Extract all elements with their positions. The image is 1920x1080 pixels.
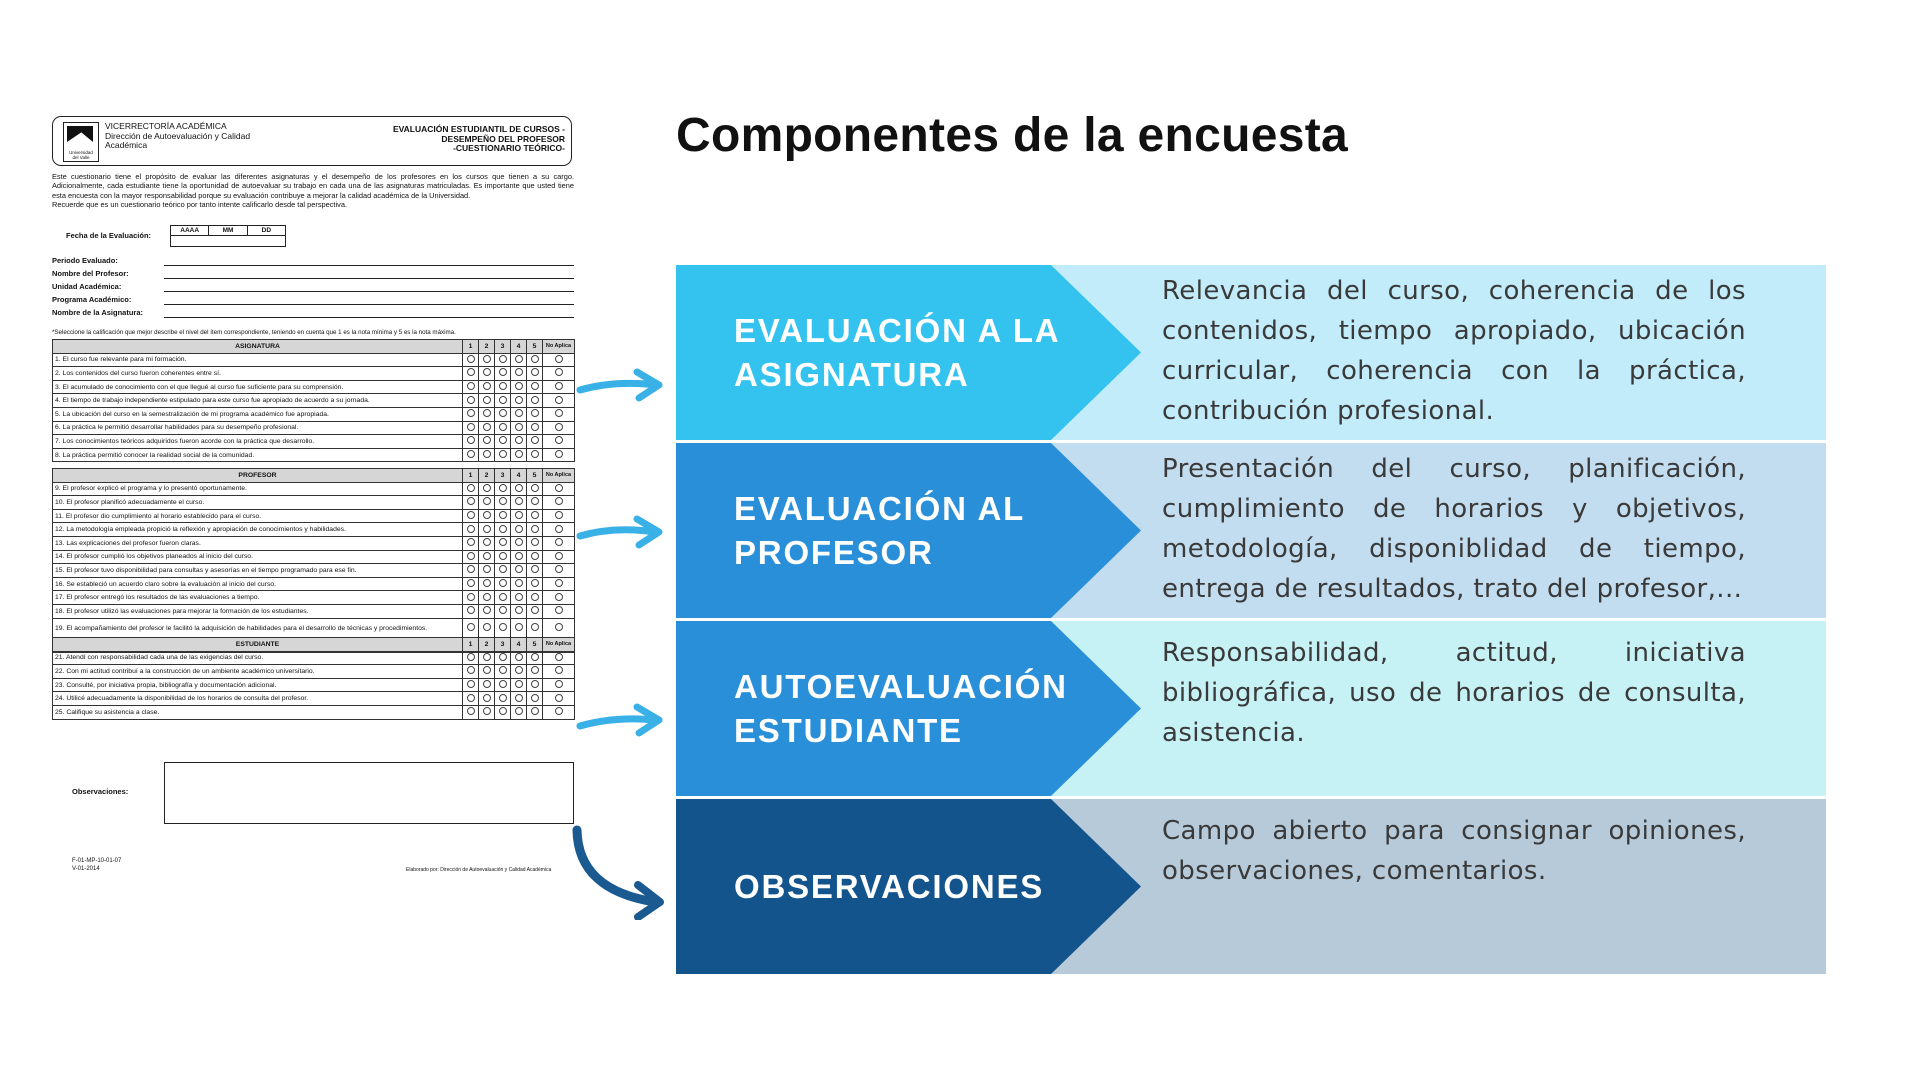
radio-circle-icon [483,623,491,631]
radio-circle-icon [555,552,563,560]
component-autoevaluacion [676,621,1826,796]
table-row: 5. La ubicación del curso en la semestralización de mi programa académico fue apropiada. [53,407,575,421]
arrow-curved-icon [560,820,680,920]
radio-circle-icon [555,525,563,533]
observaciones-label: Observaciones: [72,787,129,796]
table-row: 8. La práctica permitió conocer la realidad social de la comunidad. [53,448,575,462]
radio-circle-icon [531,606,539,614]
radio-circle-icon [515,436,523,444]
component-description: Responsabilidad, actitud, iniciativa bibliográfica, uso de horarios de consulta, asistencia. [1162,638,1746,748]
radio-circle-icon [531,450,539,458]
radio-circle-icon [515,511,523,519]
table-row: 18. El profesor utilizó las evaluaciones para mejorar la formación de los estudiantes. [53,604,575,618]
radio-circle-icon [483,579,491,587]
table-row: 22. Con mi actitud contribuí a la construcción de un ambiente académico universitario. [53,665,575,679]
component-label: AUTOEVALUACIÓN ESTUDIANTE [734,667,1068,749]
radio-circle-icon [483,382,491,390]
radio-circle-icon [499,423,507,431]
radio-circle-icon [467,368,475,376]
radio-circle-icon [531,525,539,533]
radio-circle-icon [555,666,563,674]
radio-circle-icon [555,707,563,715]
radio-circle-icon [515,409,523,417]
radio-circle-icon [499,694,507,702]
radio-circle-icon [515,497,523,505]
table-row: 19. El acompañamiento del profesor le facilitó la adquisición de habilidades para el desarrollo de técnicas y procedimientos. [53,618,575,639]
radio-circle-icon [499,579,507,587]
radio-circle-icon [515,565,523,573]
form-field: Programa Académico: [52,295,574,305]
radio-circle-icon [467,382,475,390]
form-intro: Este cuestionario tiene el propósito de evaluar las diferentes asignaturas y el desempeño de los profesores en los cursos que tienen a su cargo. Adicionalmente, cada estudiante tiene la oportunidad de autoevaluar su trabajo en cada una de las asignaturas matriculadas. Es importante que usted tiene esta encuesta con la mayor responsabilidad porque su evaluación contribuye a mejorar la calidad académica de la Universidad. Recuerde que es un cuestionario teórico por tanto intente calificarlo desde tal perspectiva. [52,172,574,210]
radio-circle-icon [531,680,539,688]
radio-circle-icon [531,593,539,601]
radio-circle-icon [515,538,523,546]
radio-circle-icon [483,396,491,404]
component-label: EVALUACIÓN AL PROFESOR [734,489,1026,571]
table-row: 7. Los conocimientos teóricos adquiridos fueron acorde con la práctica que desarrollo. [53,435,575,449]
form-field: Nombre de la Asignatura: [52,308,574,318]
radio-circle-icon [555,694,563,702]
radio-circle-icon [499,653,507,661]
radio-circle-icon [499,436,507,444]
table-row: 14. El profesor cumplió los objetivos planeados al inicio del curso. [53,550,575,564]
radio-circle-icon [483,423,491,431]
section-header: ASIGNATURA 1 2 3 4 5 No Aplica [53,340,575,354]
table-row: 25. Califique su asistencia a clase. [53,705,575,719]
table-row: 3. El acumulado de conocimiento con el que llegué al curso fue suficiente para su comprensión. [53,380,575,394]
radio-circle-icon [483,355,491,363]
fecha-box: AAAA MM DD [170,225,286,247]
radio-circle-icon [499,666,507,674]
form-note: *Seleccione la calificación que mejor describe el nivel del ítem correspondiente, teniendo en cuenta que 1 es la nota mínima y 5 es la nota máxima. [52,329,456,336]
radio-circle-icon [483,525,491,533]
radio-circle-icon [531,355,539,363]
radio-circle-icon [483,666,491,674]
form-field: Unidad Académica: [52,282,574,292]
radio-circle-icon [483,409,491,417]
table-row: 6. La práctica le permitió desarrollar habilidades para su desempeño profesional. [53,421,575,435]
radio-circle-icon [531,666,539,674]
radio-circle-icon [467,538,475,546]
survey-form-image [52,116,574,876]
component-observaciones [676,799,1826,974]
radio-circle-icon [515,623,523,631]
radio-circle-icon [467,436,475,444]
table-row: 1. El curso fue relevante para mi formación. [53,353,575,367]
table-row: 15. El profesor tuvo disponibilidad para consultas y asesorías en el tiempo programado para ese fin. [53,564,575,578]
radio-circle-icon [499,368,507,376]
radio-circle-icon [515,606,523,614]
radio-circle-icon [499,525,507,533]
radio-circle-icon [555,355,563,363]
radio-circle-icon [531,623,539,631]
radio-circle-icon [515,484,523,492]
radio-circle-icon [531,409,539,417]
radio-circle-icon [467,606,475,614]
radio-circle-icon [467,484,475,492]
radio-circle-icon [499,565,507,573]
form-field: Periodo Evaluado: [52,256,574,266]
component-description: Relevancia del curso, coherencia de los contenidos, tiempo apropiado, ubicación curricular, coherencia con la práctica, contribución profesional. [1162,276,1746,426]
radio-circle-icon [499,680,507,688]
radio-circle-icon [555,593,563,601]
radio-circle-icon [467,511,475,519]
questionnaire-table [52,468,575,653]
component-label: OBSERVACIONES [734,867,1045,905]
radio-circle-icon [515,450,523,458]
radio-circle-icon [531,436,539,444]
radio-circle-icon [483,368,491,376]
table-row: 21. Atendí con responsabilidad cada una de las exigencias del curso. [53,651,575,665]
radio-circle-icon [555,538,563,546]
radio-circle-icon [555,653,563,661]
radio-circle-icon [499,382,507,390]
component-description: Campo abierto para consignar opiniones, observaciones, comentarios. [1162,816,1746,886]
radio-circle-icon [467,666,475,674]
radio-circle-icon [555,382,563,390]
radio-circle-icon [531,396,539,404]
radio-circle-icon [555,396,563,404]
radio-circle-icon [555,436,563,444]
table-row: 10. El profesor planificó adecuadamente el curso. [53,496,575,510]
radio-circle-icon [515,525,523,533]
radio-circle-icon [467,565,475,573]
observaciones-box [164,762,574,824]
radio-circle-icon [531,653,539,661]
radio-circle-icon [515,593,523,601]
form-header [52,116,572,166]
radio-circle-icon [499,623,507,631]
table-row: 2. Los contenidos del curso fueron coherentes entre sí. [53,367,575,381]
radio-circle-icon [531,694,539,702]
radio-circle-icon [531,579,539,587]
radio-circle-icon [531,423,539,431]
radio-circle-icon [555,680,563,688]
radio-circle-icon [467,497,475,505]
form-title: EVALUACIÓN ESTUDIANTIL DE CURSOS - DESEMPEÑO DEL PROFESOR -CUESTIONARIO TEÓRICO- [392,124,565,153]
radio-circle-icon [499,538,507,546]
radio-circle-icon [467,623,475,631]
component-profesor [676,443,1826,618]
radio-circle-icon [483,511,491,519]
table-row: 12. La metodología empleada propició la reflexión y apropiación de conocimientos y habilidades. [53,523,575,537]
radio-circle-icon [515,368,523,376]
radio-circle-icon [499,552,507,560]
radio-circle-icon [555,565,563,573]
arrow-right-icon [575,510,675,560]
radio-circle-icon [483,606,491,614]
radio-circle-icon [467,409,475,417]
table-row: 24. Utilicé adecuadamente la disponibilidad de los horarios de consulta del profesor. [53,692,575,706]
radio-circle-icon [531,497,539,505]
radio-circle-icon [555,623,563,631]
radio-circle-icon [555,450,563,458]
component-description: Presentación del curso, planificación, cumplimiento de horarios y objetivos, metodología, disponiblidad de tiempo, entrega de resultados, trato del profesor,... [1162,454,1746,604]
radio-circle-icon [531,368,539,376]
radio-circle-icon [499,497,507,505]
radio-circle-icon [499,450,507,458]
radio-circle-icon [499,355,507,363]
arrow-right-icon [575,700,675,750]
radio-circle-icon [499,593,507,601]
radio-circle-icon [515,382,523,390]
table-row: 16. Se estableció un acuerdo claro sobre la evaluación al inicio del curso. [53,577,575,591]
radio-circle-icon [515,666,523,674]
questionnaire-table [52,339,575,462]
radio-circle-icon [483,565,491,573]
radio-circle-icon [467,653,475,661]
radio-circle-icon [483,593,491,601]
component-asignatura [676,265,1826,440]
fecha-label: Fecha de la Evaluación: [66,231,152,240]
radio-circle-icon [555,511,563,519]
radio-circle-icon [531,382,539,390]
radio-circle-icon [483,497,491,505]
radio-circle-icon [483,484,491,492]
radio-circle-icon [467,396,475,404]
radio-circle-icon [531,484,539,492]
radio-circle-icon [467,355,475,363]
radio-circle-icon [499,511,507,519]
table-row: 13. Las explicaciones del profesor fueron claras. [53,536,575,550]
section-header: ESTUDIANTE 1 2 3 4 5 No Aplica [53,638,575,652]
university-logo: Universidad del Valle [63,122,99,162]
radio-circle-icon [467,450,475,458]
radio-circle-icon [467,552,475,560]
radio-circle-icon [555,606,563,614]
radio-circle-icon [515,396,523,404]
radio-circle-icon [483,694,491,702]
radio-circle-icon [515,552,523,560]
table-row: 11. El profesor dio cumplimiento al horario establecido para el curso. [53,509,575,523]
radio-circle-icon [483,680,491,688]
questionnaire-table [52,637,575,720]
radio-circle-icon [483,450,491,458]
table-row: 17. El profesor entregó los resultados de las evaluaciones a tiempo. [53,591,575,605]
form-institution: VICERRECTORÍA ACADÉMICA Dirección de Autoevaluación y Calidad Académica [105,121,251,150]
table-row: 9. El profesor explicó el programa y lo presentó oportunamente. [53,482,575,496]
radio-circle-icon [483,707,491,715]
radio-circle-icon [531,707,539,715]
radio-circle-icon [555,368,563,376]
radio-circle-icon [531,552,539,560]
radio-circle-icon [531,538,539,546]
radio-circle-icon [555,579,563,587]
radio-circle-icon [483,538,491,546]
radio-circle-icon [515,694,523,702]
radio-circle-icon [499,409,507,417]
radio-circle-icon [499,396,507,404]
radio-circle-icon [531,565,539,573]
component-label: EVALUACIÓN A LA ASIGNATURA [734,311,1061,393]
radio-circle-icon [467,423,475,431]
radio-circle-icon [483,552,491,560]
radio-circle-icon [555,497,563,505]
radio-circle-icon [531,511,539,519]
radio-circle-icon [515,653,523,661]
radio-circle-icon [515,423,523,431]
form-code: F-01-MP-10-01-07 V-01-2014 [72,858,122,872]
radio-circle-icon [467,579,475,587]
radio-circle-icon [515,355,523,363]
radio-circle-icon [515,579,523,587]
section-header: PROFESOR 1 2 3 4 5 No Aplica [53,469,575,483]
radio-circle-icon [499,484,507,492]
radio-circle-icon [555,409,563,417]
arrow-right-icon [575,360,675,410]
radio-circle-icon [467,707,475,715]
table-row: 4. El tiempo de trabajo independiente estipulado para este curso fue apropiado de acuerdo a su jornada. [53,394,575,408]
radio-circle-icon [499,707,507,715]
form-field: Nombre del Profesor: [52,269,574,279]
radio-circle-icon [467,694,475,702]
radio-circle-icon [467,525,475,533]
page-title: Componentes de la encuesta [676,109,1348,162]
radio-circle-icon [555,484,563,492]
radio-circle-icon [467,680,475,688]
radio-circle-icon [483,436,491,444]
form-elaborado: Elaborado por: Dirección de Autoevaluación y Calidad Académica [406,867,552,873]
radio-circle-icon [515,707,523,715]
table-row: 23. Consulté, por iniciativa propia, bibliografía y documentación adicional. [53,678,575,692]
radio-circle-icon [483,653,491,661]
radio-circle-icon [499,606,507,614]
radio-circle-icon [515,680,523,688]
radio-circle-icon [467,593,475,601]
radio-circle-icon [555,423,563,431]
